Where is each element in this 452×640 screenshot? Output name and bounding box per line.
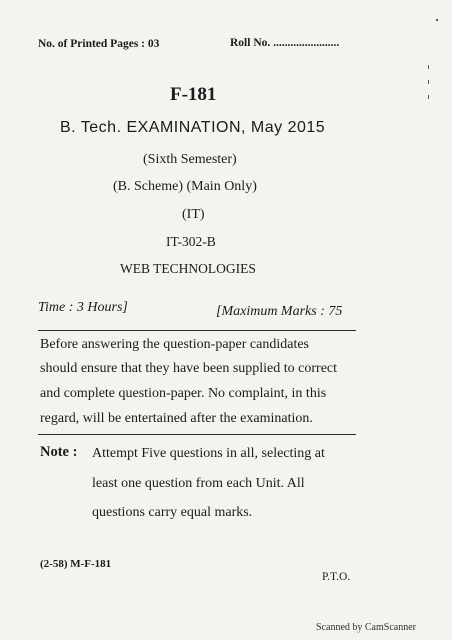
semester-line: (Sixth Semester) (143, 152, 237, 167)
subject-code: IT-302-B (166, 234, 216, 249)
footer-code: (2-58) M-F-181 (40, 558, 112, 570)
divider-bottom (38, 434, 356, 435)
note-line: Attempt Five questions in all, selecting at (92, 446, 325, 461)
scheme-line: (B. Scheme) (Main Only) (113, 179, 257, 194)
edge-mark (436, 19, 438, 21)
branch-line: (IT) (182, 207, 205, 222)
time-duration: Time : 3 Hours] (38, 300, 128, 315)
note-line: least one question from each Unit. All (92, 476, 305, 491)
note-label: Note : (40, 444, 78, 460)
pto-label: P.T.O. (322, 571, 351, 583)
edge-mark (428, 95, 429, 99)
roll-number-field: Roll No. ....................... (230, 37, 340, 49)
paper-code: F-181 (170, 84, 217, 105)
instruction-line: regard, will be entertained after the examination. (40, 411, 313, 426)
instruction-line: Before answering the question-paper candidates (40, 337, 310, 352)
instruction-line: should ensure that they have been supplied to correct (40, 361, 338, 376)
divider-top (38, 330, 356, 331)
note-line: questions carry equal marks. (92, 505, 253, 520)
edge-mark (428, 80, 429, 84)
maximum-marks: [Maximum Marks : 75 (216, 304, 343, 319)
subject-title: WEB TECHNOLOGIES (120, 261, 256, 276)
exam-title: B. Tech. EXAMINATION, May 2015 (60, 119, 326, 136)
instruction-line: and complete question-paper. No complaint, in this (40, 386, 327, 401)
printed-pages-count: No. of Printed Pages : 03 (38, 38, 160, 50)
edge-mark (428, 65, 429, 69)
scanner-watermark: Scanned by CamScanner (316, 622, 416, 633)
